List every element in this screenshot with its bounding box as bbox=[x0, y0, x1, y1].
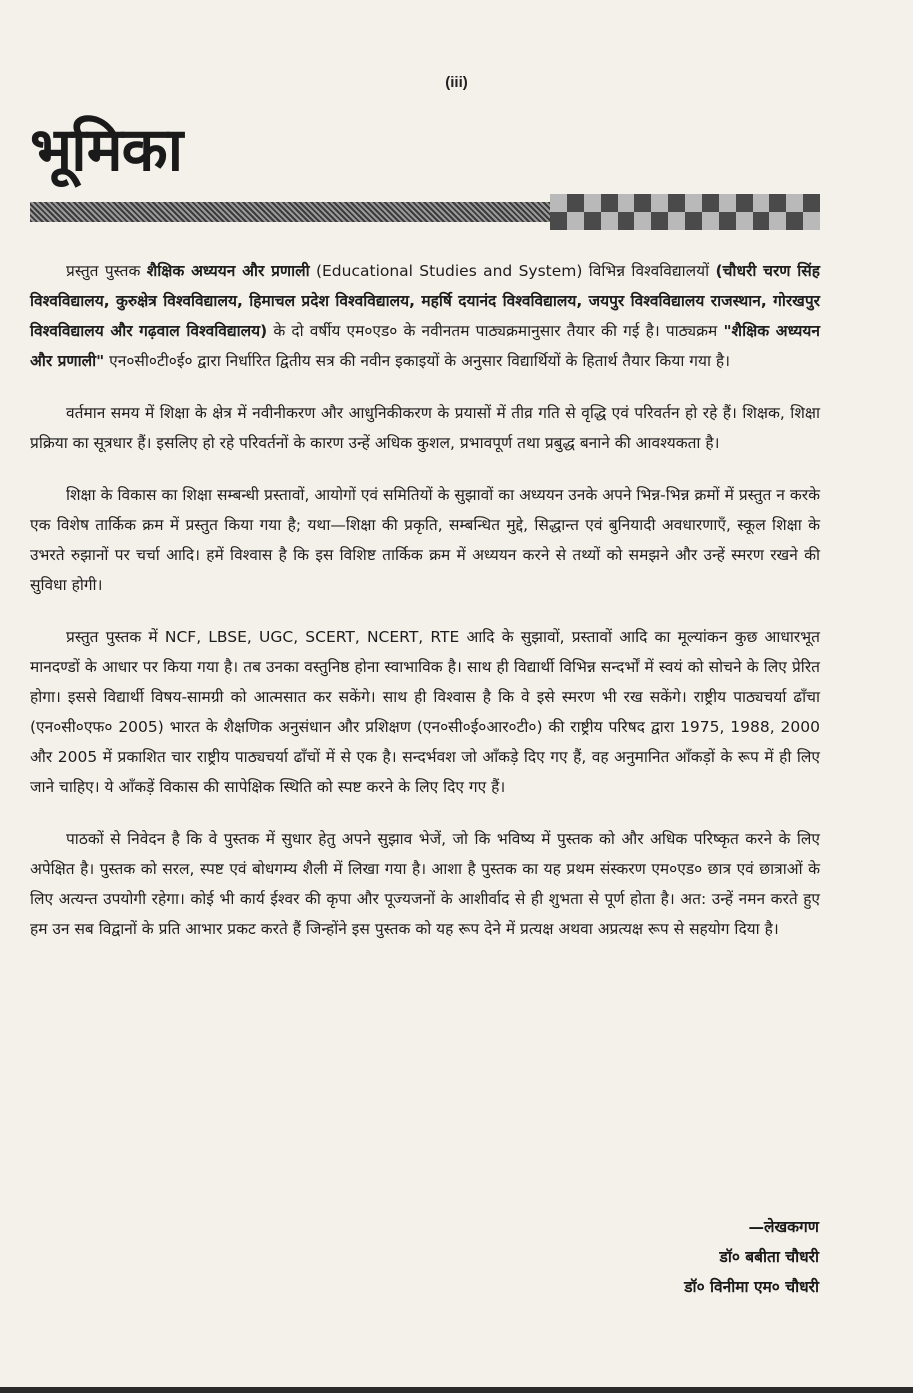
paragraph-5: पाठकों से निवेदन है कि वे पुस्तक में सुधार हेतु अपने सुझाव भेजें, जो कि भविष्य में पुस्तक को और अधिक परिष्कृत करने के लिए अपेक्षित है। पुस्तक को सरल, स्पष्ट एवं बोधगम्य शैली में लिखा गया है। आशा है पुस्तक का यह प्रथम संस्करण एम०एड० छात्र एवं छात्राओं के लिए अत्यन्त उपयोगी रहेगा। कोई भी कार्य ईश्वर की कृपा और पूज्यजनों के आशीर्वाद से ही शुभता से पूर्ण होता है। अत: उन्हें नमन करते हुए हम उन सब विद्वानों के प्रति आभार प्रकट करते हैं जिन्होंने इस पुस्तक को यह रूप देने में प्रत्यक्ष अथवा अप्रत्यक्ष रूप से सहयोग दिया है। bbox=[30, 830, 820, 938]
page-number: (iii) bbox=[445, 74, 468, 91]
book-title-bold: शैक्षिक अध्ययन और प्रणाली bbox=[146, 262, 310, 280]
decorative-checker-band bbox=[550, 194, 820, 230]
universities-list: (चौधरी चरण सिंह विश्वविद्यालय, कुरुक्षेत्र विश्वविद्यालय, हिमाचल प्रदेश विश्वविद्यालय, महर्षि दयानंद विश्वविद्यालय, जयपुर विश्वविद्यालय राजस्थान, गोरखपुर विश्वविद्यालय और गढ़वाल विश्वविद्यालय) bbox=[30, 262, 820, 340]
signature-block bbox=[684, 1212, 819, 1302]
paragraph-1 bbox=[30, 256, 820, 376]
paragraph-4: प्रस्तुत पुस्तक में NCF, LBSE, UGC, SCERT, NCERT, RTE आदि के सुझावों, प्रस्तावों आदि का मूल्यांकन कुछ आधारभूत मानदण्डों के आधार पर किया गया है। तब उनका वस्तुनिष्ठ होना स्वाभाविक है। साथ ही विद्यार्थी विभिन्न सन्दर्भों में स्वयं को सोचने के लिए प्रेरित होगा। इससे विद्यार्थी विषय-सामग्री को आत्मसात कर सकेंगे। साथ ही विश्वास है कि वे इसे स्मरण भी रख सकेंगे। राष्ट्रीय पाठ्यचर्या ढाँचा (एन०सी०एफ० 2005) भारत के शैक्षणिक अनुसंधान और प्रशिक्षण (एन०सी०ई०आर०टी०) की राष्ट्रीय परिषद द्वारा 1975, 1988, 2000 और 2005 में प्रकाशित चार राष्ट्रीय पाठ्यचर्या ढाँचों में से एक है। सन्दर्भवश जो आँकड़े दिए गए हैं, वह अनुमानित आँकड़ों के रूप में ही लिए जाने चाहिए। ये आँकड़ें विकास की सापेक्षिक स्थिति को स्पष्ट करने के लिए दिए गए हैं। bbox=[30, 628, 820, 796]
paragraph-3: शिक्षा के विकास का शिक्षा सम्बन्धी प्रस्तावों, आयोगों एवं समितियों के सुझावों का अध्ययन उनके अपने भिन्न-भिन्न क्रमों में प्रस्तुत न करके एक विशेष तार्किक क्रम में प्रस्तुत किया गया है; यथा—शिक्षा की प्रकृति, सम्बन्धित मुद्दे, सिद्धान्त एवं बुनियादी अवधारणाएँ, स्कूल शिक्षा के उभरते रुझानों पर चर्चा आदि। हमें विश्वास है कि इस विशिष्ट तार्किक क्रम में अध्ययन करने से तथ्यों को समझने और उन्हें स्मरण रखने की सुविधा होगी। bbox=[30, 486, 820, 594]
decorative-rule bbox=[30, 202, 550, 222]
signature-author-2: डॉ० विनीमा एम० चौधरी bbox=[684, 1278, 819, 1296]
paragraph-1-text-d: एन०सी०टी०ई० द्वारा निर्धारित द्वितीय सत्र की नवीन इकाइयों के अनुसार विद्यार्थियों के हितार्थ तैयार किया गया है। bbox=[104, 352, 731, 370]
page-bottom-edge bbox=[0, 1387, 913, 1393]
page-title: भूमिका bbox=[30, 115, 183, 185]
paragraph-1-text-c: के दो वर्षीय एम०एड० के नवीनतम पाठ्यक्रमानुसार तैयार की गई है। पाठ्यक्रम bbox=[267, 322, 724, 340]
paragraph-1-text-a: प्रस्तुत पुस्तक bbox=[66, 262, 147, 280]
paragraph-1-text-b: (Educational Studies and System) विभिन्न विश्वविद्यालयों bbox=[309, 262, 716, 280]
signature-author-1: डॉ० बबीता चौधरी bbox=[719, 1248, 819, 1266]
signature-authors-label: —लेखकगण bbox=[748, 1218, 819, 1236]
preface-body bbox=[30, 256, 820, 966]
course-title-bold: "शैक्षिक अध्ययन और प्रणाली" bbox=[30, 322, 820, 370]
paragraph-2: वर्तमान समय में शिक्षा के क्षेत्र में नवीनीकरण और आधुनिकीकरण के प्रयासों में तीव्र गति से वृद्धि एवं परिवर्तन हो रहे हैं। शिक्षक, शिक्षा प्रक्रिया का सूत्रधार हैं। इसलिए हो रहे परिवर्तनों के कारण उन्हें अधिक कुशल, प्रभावपूर्ण तथा प्रबुद्ध बनाने की आवश्यकता है। bbox=[30, 404, 820, 452]
